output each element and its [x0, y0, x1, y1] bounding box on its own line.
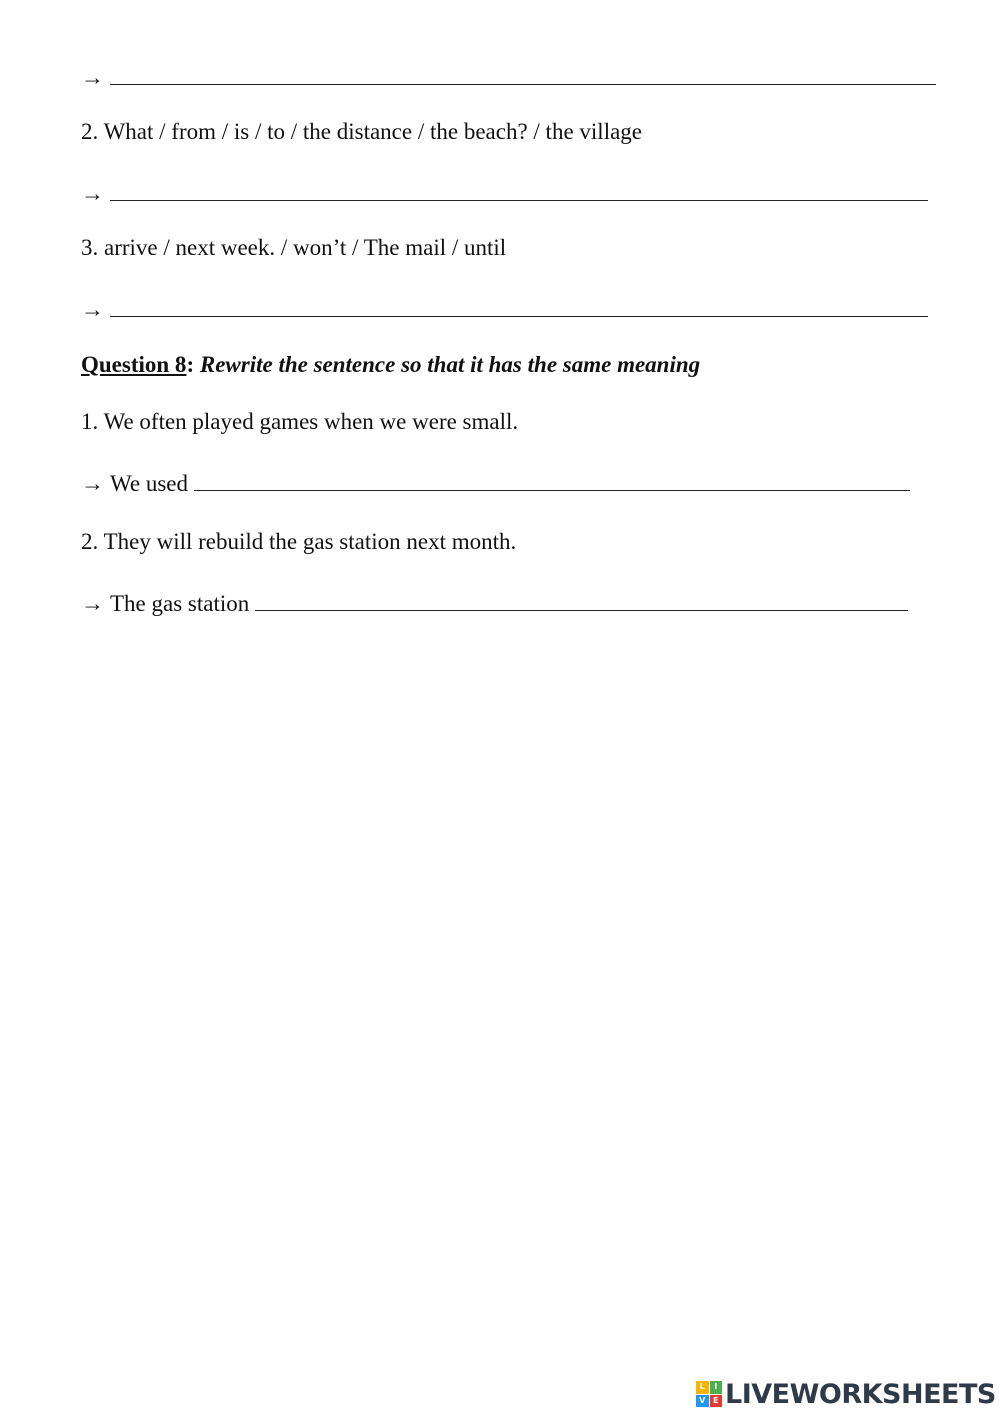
q8-item-1: 1. We often played games when we were small.	[81, 409, 519, 434]
answer-line-3	[81, 294, 928, 324]
answer-blank-2[interactable]	[110, 178, 928, 201]
logo-mark-letter: V	[696, 1395, 709, 1408]
arrow-icon: →	[81, 65, 104, 90]
q8-answer-blank-1[interactable]	[194, 468, 910, 491]
reorder-item-3: 3. arrive / next week. / won’t / The mail / until	[81, 235, 507, 260]
logo-mark-letter: L	[696, 1381, 709, 1394]
arrow-icon: →	[81, 591, 104, 616]
logo-text: LIVEWORKSHEETS	[725, 1378, 996, 1410]
logo-mark-letter: I	[710, 1381, 723, 1394]
logo-mark-icon	[696, 1381, 722, 1407]
question-8-heading	[81, 351, 700, 379]
question-8-colon: :	[186, 352, 195, 377]
reorder-item-2: 2. What / from / is / to / the distance / the beach? / the village	[81, 119, 642, 144]
q8-answer-line-2	[81, 588, 908, 618]
q8-answer-2-prefix: The gas station	[110, 591, 250, 616]
arrow-icon: →	[81, 181, 104, 206]
liveworksheets-logo	[696, 1376, 996, 1412]
q8-answer-1-prefix: We used	[110, 471, 188, 496]
question-8-instruction: Rewrite the sentence so that it has the same meaning	[199, 352, 701, 377]
question-8-title: Question 8	[81, 352, 187, 377]
q8-answer-line-1	[81, 468, 910, 498]
answer-line-2	[81, 178, 928, 208]
answer-blank-1[interactable]	[110, 62, 936, 85]
q8-item-2: 2. They will rebuild the gas station next month.	[81, 529, 517, 554]
answer-blank-3[interactable]	[110, 294, 928, 317]
logo-mark-letter: E	[710, 1395, 723, 1408]
q8-answer-blank-2[interactable]	[255, 588, 908, 611]
arrow-icon: →	[81, 297, 104, 322]
arrow-icon: →	[81, 471, 104, 496]
answer-line-1	[81, 62, 936, 92]
